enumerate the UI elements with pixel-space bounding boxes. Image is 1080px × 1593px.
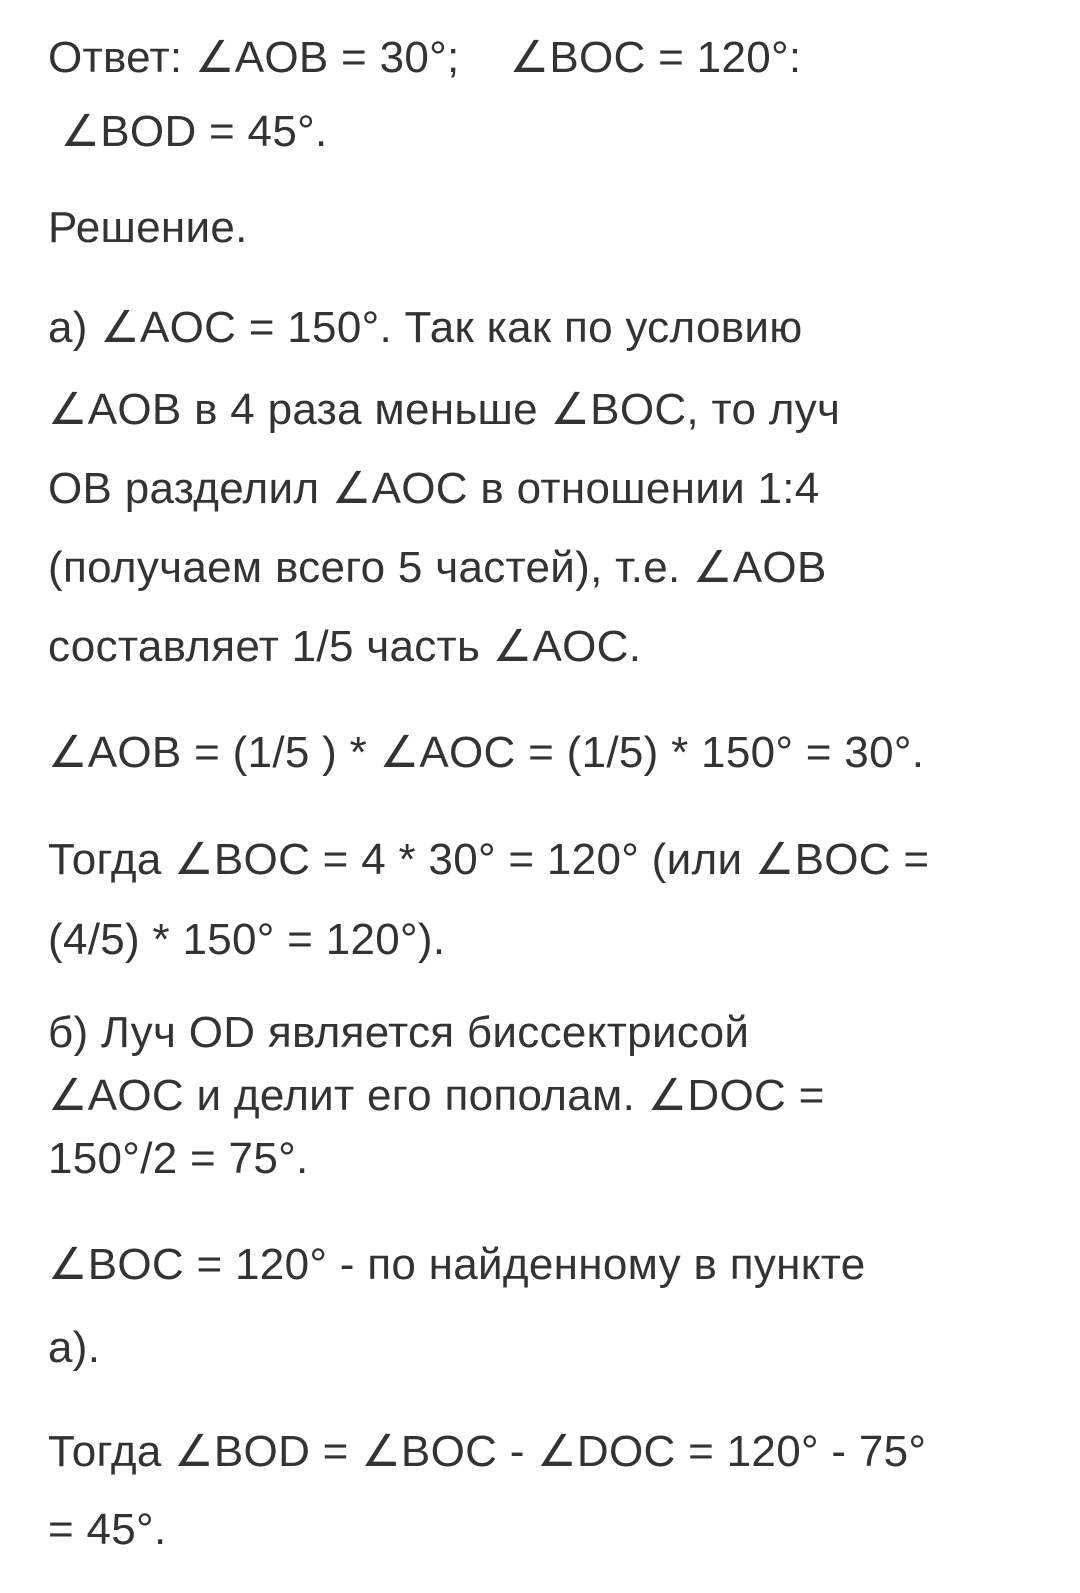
part-b-line-3: 150°/2 = 75°. (48, 1134, 309, 1183)
solution-heading: Решение. (48, 203, 248, 252)
aob-calculation: ∠AOB = (1/5 ) * ∠AOC = (1/5) * 150° = 30°. (48, 728, 925, 777)
part-a-line-1: а) ∠AOC = 150°. Так как по условию (48, 303, 803, 352)
part-b-line-1: б) Луч OD является биссектрисой (48, 1008, 750, 1057)
part-a-line-4: (получаем всего 5 частей), т.е. ∠AOB (48, 543, 827, 592)
part-b-line-2: ∠AOC и делит его пополам. ∠DOC = (48, 1071, 825, 1120)
part-a-line-5: составляет 1/5 часть ∠AOC. (48, 622, 642, 671)
part-a-line-2: ∠AOB в 4 раза меньше ∠BOC, то луч (48, 385, 841, 434)
part-a-line-3: OB разделил ∠AOC в отношении 1:4 (48, 464, 820, 513)
bod-calculation-line-1: Тогда ∠BOD = ∠BOC - ∠DOC = 120° - 75° (48, 1427, 927, 1476)
boc-calculation-line-2: (4/5) * 150° = 120°). (48, 915, 446, 964)
boc-reference-line-2: а). (48, 1323, 101, 1372)
boc-reference-line-1: ∠BOC = 120° - по найденному в пункте (48, 1240, 866, 1289)
boc-calculation-line-1: Тогда ∠BOC = 4 * 30° = 120° (или ∠BOC = (48, 835, 930, 884)
answer-line-1: Ответ: ∠AOB = 30°; ∠BOC = 120°: (48, 33, 802, 82)
answer-line-2: ∠BOD = 45°. (48, 107, 328, 156)
bod-calculation-line-2: = 45°. (48, 1505, 167, 1554)
